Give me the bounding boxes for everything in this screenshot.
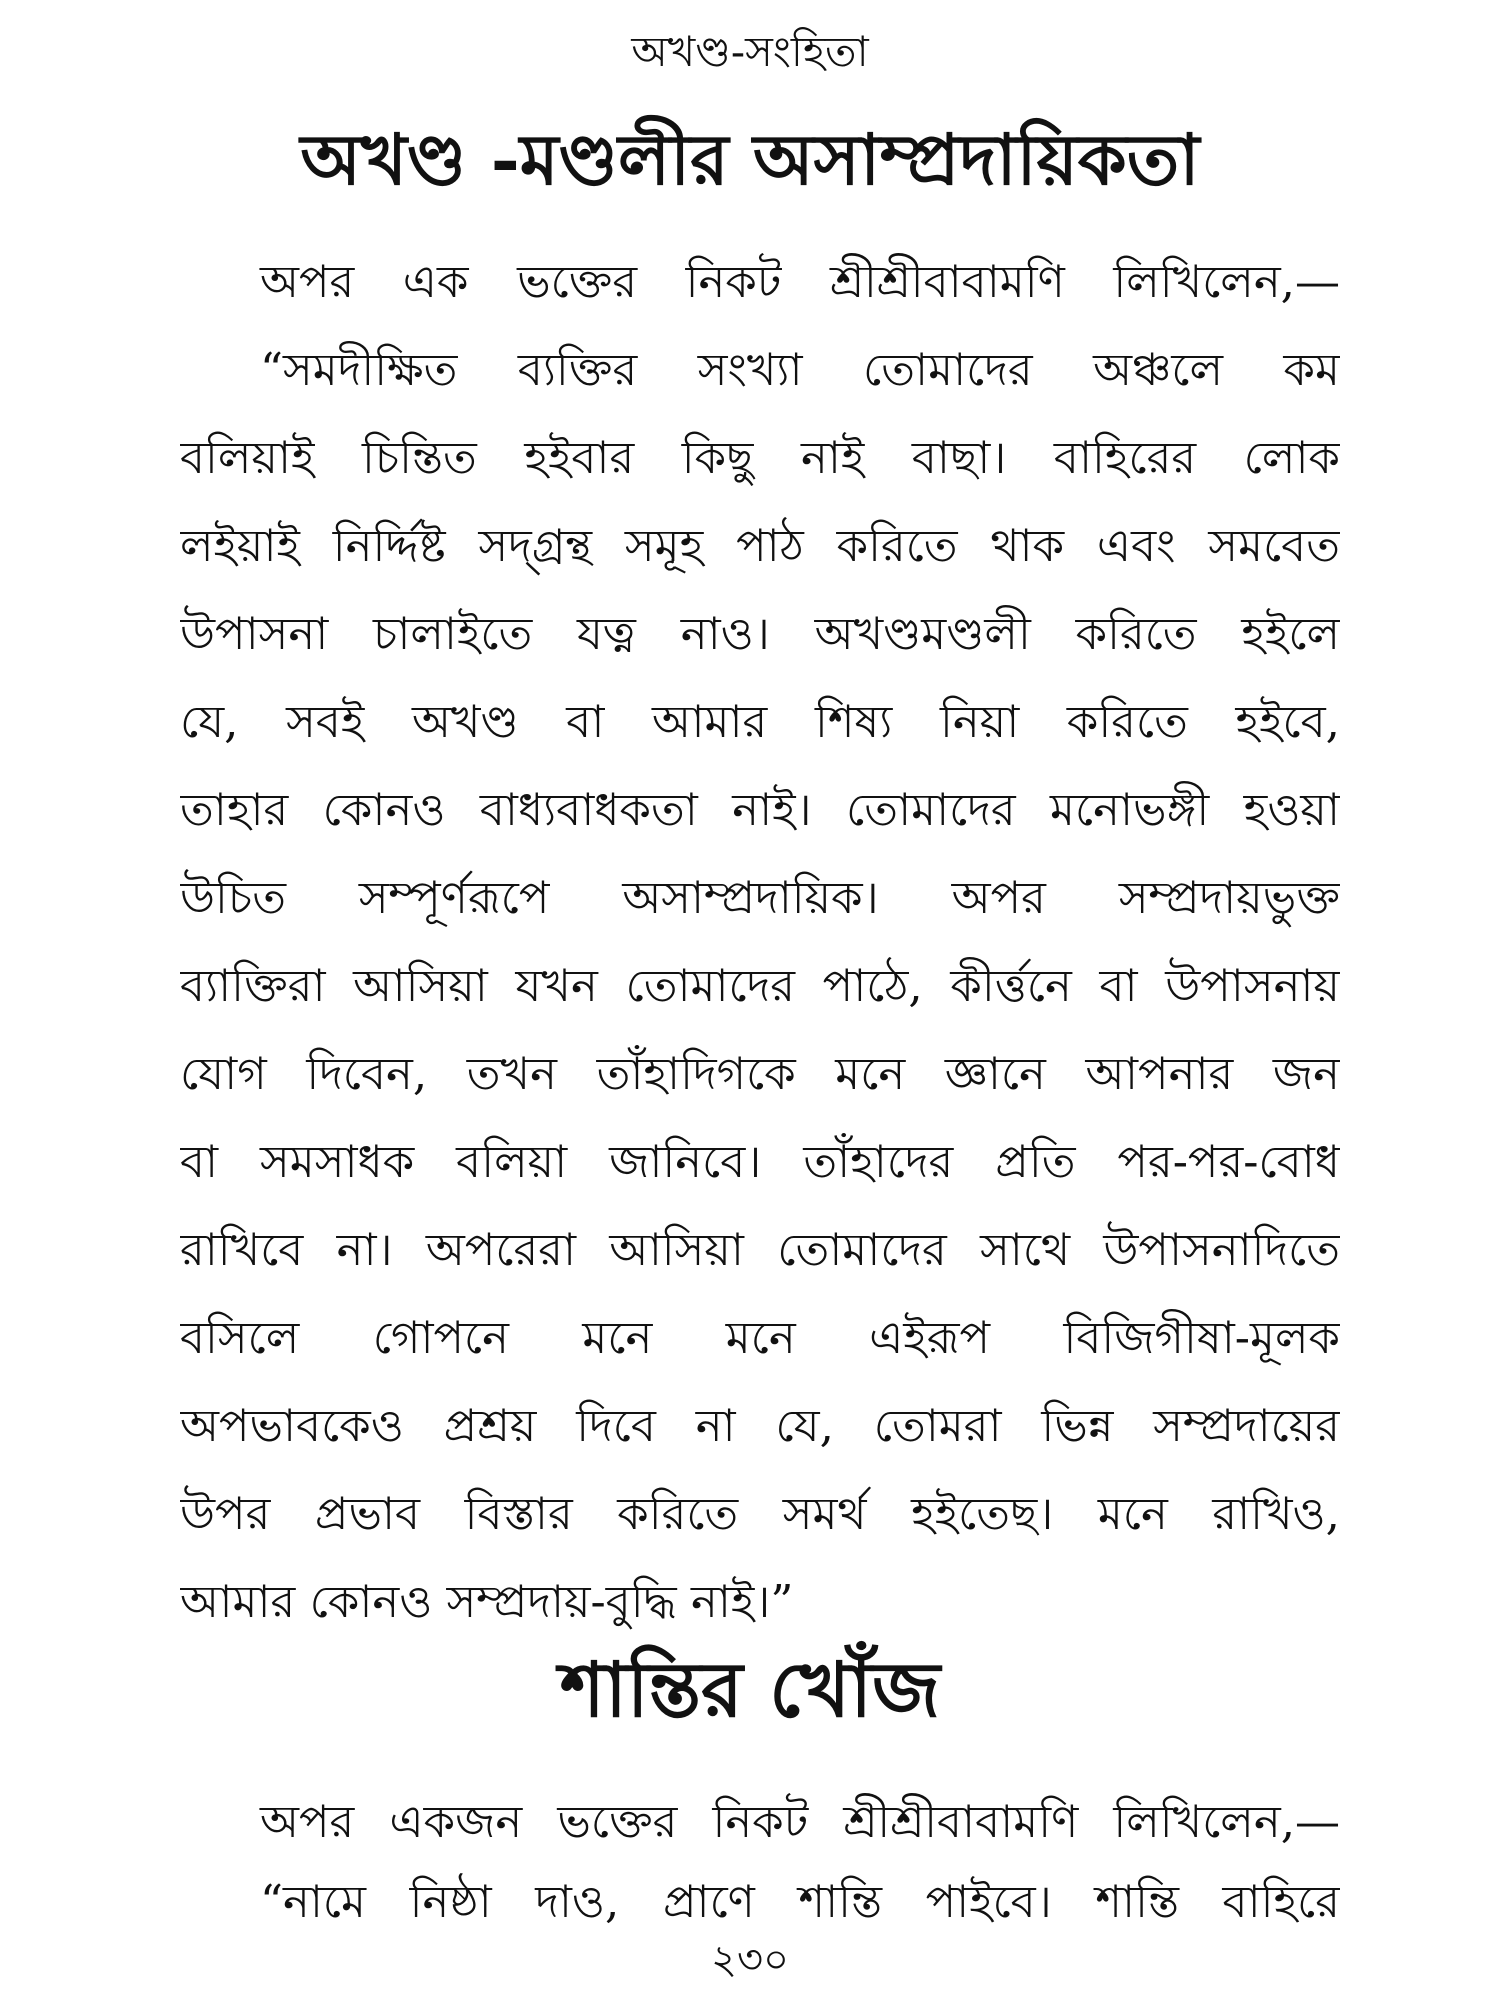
text-line: আমার কোনও সম্প্রদায়-বুদ্ধি নাই।” <box>180 1575 794 1628</box>
text-line: বা সমসাধক বলিয়া জানিবে। তাঁহাদের প্রতি পর-পর-বোধ <box>180 1135 1340 1188</box>
running-header: অখণ্ড-সংহিতা <box>631 27 869 76</box>
text-line: উচিত সম্পূর্ণরূপে অসাম্প্রদায়িক। অপর সম্প্রদায়ভুক্ত <box>180 871 1340 924</box>
text-line: “সমদীক্ষিত ব্যক্তির সংখ্যা তোমাদের অঞ্চলে কম <box>260 343 1340 396</box>
text-line: উপর প্রভাব বিস্তার করিতে সমর্থ হইতেছ। মনে রাখিও, <box>180 1487 1340 1540</box>
text-line: অপভাবকেও প্রশ্রয় দিবে না যে, তোমরা ভিন্ন সম্প্রদায়ের <box>180 1399 1340 1452</box>
text-line: বসিলে গোপনে মনে মনে এইরূপ বিজিগীষা-মূলক <box>180 1311 1340 1364</box>
text-line: অপর এক ভক্তের নিকট শ্রীশ্রীবাবামণি লিখিলেন,— <box>260 255 1340 308</box>
text-line: বলিয়াই চিন্তিত হইবার কিছু নাই বাছা। বাহিরের লোক <box>180 431 1340 484</box>
section-title: শান্তির খোঁজ <box>559 1645 941 1734</box>
section-title: অখণ্ড -মণ্ডলীর অসাম্প্রদায়িকতা <box>300 118 1200 201</box>
page-number: ২৩০ <box>710 1937 790 1983</box>
text-line: ব্যাক্তিরা আসিয়া যখন তোমাদের পাঠে, কীর্ত্তনে বা উপাসনায় <box>180 959 1340 1012</box>
section-body <box>180 238 1340 1646</box>
text-line: অপর একজন ভক্তের নিকট শ্রীশ্রীবাবামণি লিখিলেন,— <box>260 1795 1340 1848</box>
text-line: যোগ দিবেন, তখন তাঁহাদিগকে মনে জ্ঞানে আপনার জন <box>180 1047 1340 1100</box>
text-line: “নামে নিষ্ঠা দাও, প্রাণে শান্তি পাইবে। শান্তি বাহিরে <box>260 1875 1340 1928</box>
text-line: রাখিবে না। অপরেরা আসিয়া তোমাদের সাথে উপাসনাদিতে <box>180 1223 1340 1276</box>
text-line: তাহার কোনও বাধ্যবাধকতা নাই। তোমাদের মনোভঙ্গী হওয়া <box>180 783 1340 836</box>
text-line: লইয়াই নির্দ্দিষ্ট সদ্‌গ্রন্থ সমূহ পাঠ করিতে থাক এবং সমবেত <box>180 519 1340 572</box>
text-line: উপাসনা চালাইতে যত্ন নাও। অখণ্ডমণ্ডলী করিতে হইলে <box>180 607 1340 660</box>
text-line: যে, সবই অখণ্ড বা আমার শিষ্য নিয়া করিতে হইবে, <box>180 695 1340 748</box>
section-body <box>180 1782 1340 1942</box>
